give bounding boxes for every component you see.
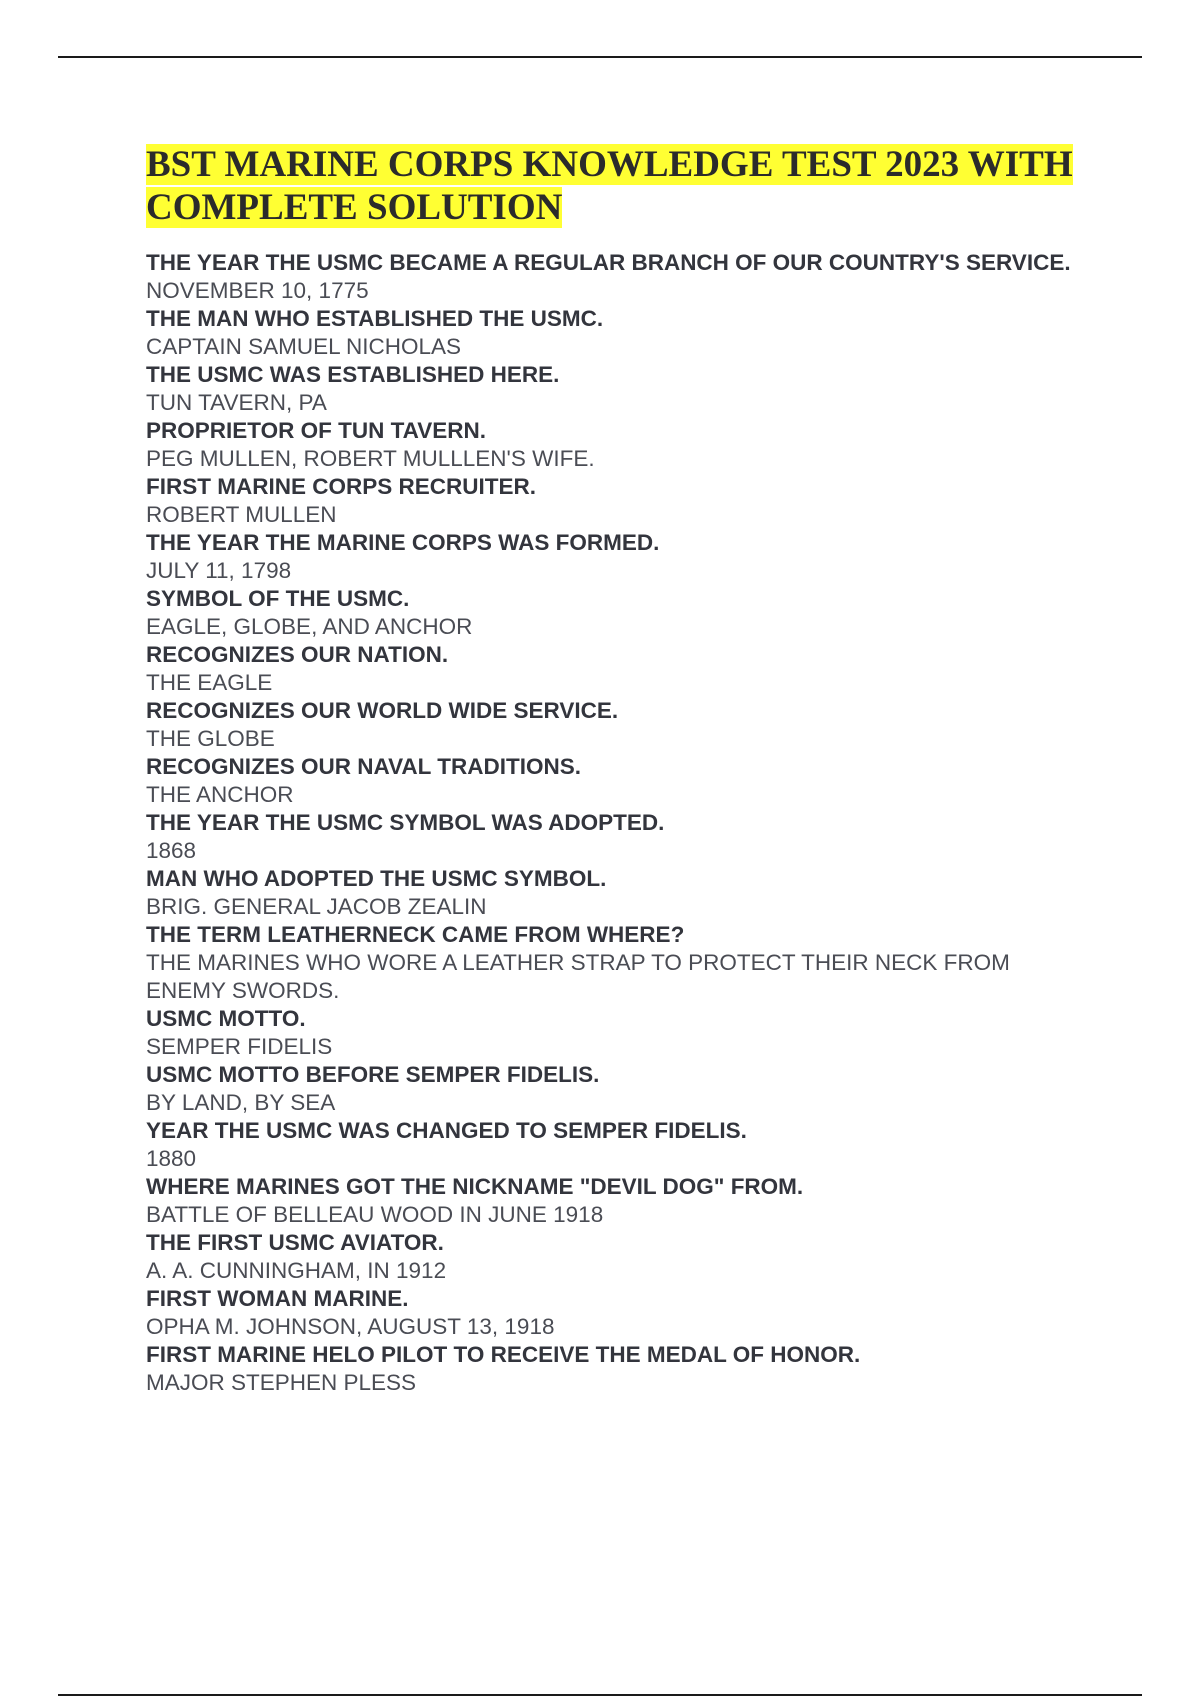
answer-text: OPHA M. JOHNSON, AUGUST 13, 1918 xyxy=(146,1314,555,1339)
answer-text: CAPTAIN SAMUEL NICHOLAS xyxy=(146,334,462,359)
document-body xyxy=(146,143,1086,1397)
answer-text: THE MARINES WHO WORE A LEATHER STRAP TO PROTECT THEIR NECK FROM ENEMY SWORDS. xyxy=(146,950,1010,1003)
question-text: USMC MOTTO. xyxy=(146,1006,306,1031)
answer-text: BY LAND, BY SEA xyxy=(146,1090,336,1115)
question-text: RECOGNIZES OUR WORLD WIDE SERVICE. xyxy=(146,698,619,723)
answer-text: BATTLE OF BELLEAU WOOD IN JUNE 1918 xyxy=(146,1202,604,1227)
answer-text: PEG MULLEN, ROBERT MULLLEN'S WIFE. xyxy=(146,446,595,471)
answer-text: ROBERT MULLEN xyxy=(146,502,337,527)
question-text: WHERE MARINES GOT THE NICKNAME "DEVIL DOG" FROM. xyxy=(146,1174,804,1199)
answer-text: 1880 xyxy=(146,1146,197,1171)
question-text: THE MAN WHO ESTABLISHED THE USMC. xyxy=(146,306,604,331)
answer-text: MAJOR STEPHEN PLESS xyxy=(146,1370,417,1395)
answer-text: JULY 11, 1798 xyxy=(146,558,292,583)
question-text: PROPRIETOR OF TUN TAVERN. xyxy=(146,418,487,443)
answer-text: A. A. CUNNINGHAM, IN 1912 xyxy=(146,1258,447,1283)
document-title xyxy=(146,143,1086,229)
question-text: THE YEAR THE MARINE CORPS WAS FORMED. xyxy=(146,530,660,555)
answer-text: THE ANCHOR xyxy=(146,782,294,807)
answer-text: 1868 xyxy=(146,838,197,863)
question-text: THE FIRST USMC AVIATOR. xyxy=(146,1230,444,1255)
question-text: THE USMC WAS ESTABLISHED HERE. xyxy=(146,362,560,387)
question-text: RECOGNIZES OUR NATION. xyxy=(146,642,449,667)
question-text: FIRST MARINE CORPS RECRUITER. xyxy=(146,474,537,499)
question-text: SYMBOL OF THE USMC. xyxy=(146,586,410,611)
footer-rule xyxy=(58,1694,1142,1696)
question-text: YEAR THE USMC WAS CHANGED TO SEMPER FIDELIS. xyxy=(146,1118,747,1143)
answer-text: THE EAGLE xyxy=(146,670,273,695)
question-text: MAN WHO ADOPTED THE USMC SYMBOL. xyxy=(146,866,607,891)
question-text: THE YEAR THE USMC BECAME A REGULAR BRANCH OF OUR COUNTRY'S SERVICE. xyxy=(146,250,1071,275)
question-text: THE TERM LEATHERNECK CAME FROM WHERE? xyxy=(146,922,685,947)
question-text: FIRST MARINE HELO PILOT TO RECEIVE THE MEDAL OF HONOR. xyxy=(146,1342,861,1367)
document-title-highlight: BST MARINE CORPS KNOWLEDGE TEST 2023 WITH COMPLETE SOLUTION xyxy=(146,144,1073,228)
question-text: FIRST WOMAN MARINE. xyxy=(146,1286,409,1311)
question-text: THE YEAR THE USMC SYMBOL WAS ADOPTED. xyxy=(146,810,665,835)
qa-list xyxy=(146,249,1086,1397)
question-text: USMC MOTTO BEFORE SEMPER FIDELIS. xyxy=(146,1062,600,1087)
answer-text: EAGLE, GLOBE, AND ANCHOR xyxy=(146,614,473,639)
question-text: RECOGNIZES OUR NAVAL TRADITIONS. xyxy=(146,754,582,779)
answer-text: NOVEMBER 10, 1775 xyxy=(146,278,369,303)
answer-text: BRIG. GENERAL JACOB ZEALIN xyxy=(146,894,487,919)
answer-text: SEMPER FIDELIS xyxy=(146,1034,333,1059)
header-rule xyxy=(58,56,1142,58)
answer-text: THE GLOBE xyxy=(146,726,275,751)
answer-text: TUN TAVERN, PA xyxy=(146,390,327,415)
